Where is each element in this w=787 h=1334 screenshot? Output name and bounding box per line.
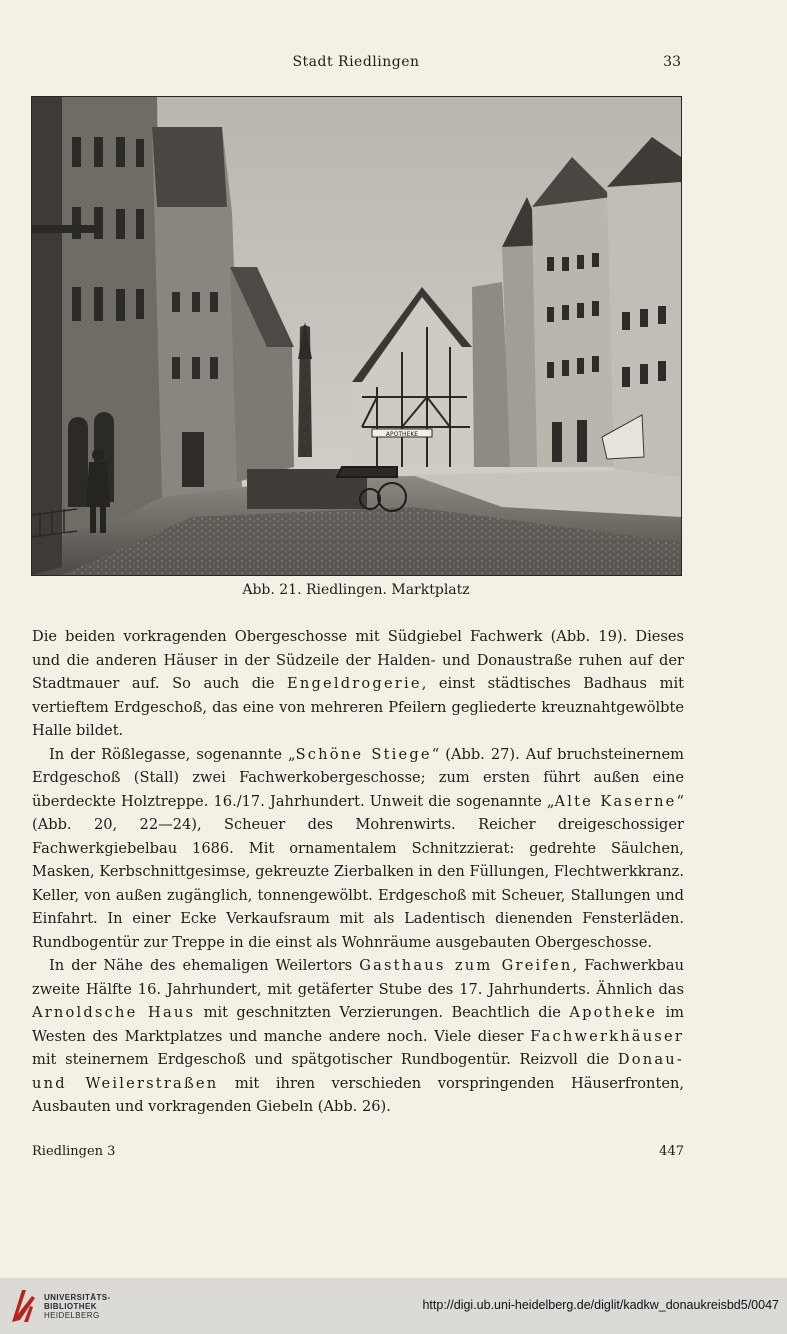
- spaced-term: Schöne Stiege: [295, 745, 432, 763]
- text-run: In der Rößlegasse, sogenannte „: [49, 745, 296, 763]
- figure-photo-market-square: [31, 96, 682, 576]
- text-run: mit steinernem Erdgeschoß und spätgotischer Rundbogentür. Reizvoll die: [32, 1051, 618, 1068]
- paragraph-1: [32, 625, 684, 743]
- text-run: , einst städtisches Badhaus mit vertieftem Erdgeschoß, das eine von mehreren Pfeilern gegliederte kreuznahtgewölbte Halle bildet.: [32, 675, 684, 739]
- permalink-url[interactable]: http://digi.ub.uni-heidelberg.de/diglit/kadkw_donaukreisbd5/0047: [422, 1298, 779, 1312]
- text-run: Die beiden vorkragenden Obergeschosse mit Südgiebel Fachwerk (Abb. 19). Dieses und die anderen Häuser in der Südzeile der Halden- und Donaustraße ruhen auf der Stadtmauer auf. So auch die: [32, 628, 684, 692]
- text-run: mit geschnitzten Verzierungen. Beachtlich die: [195, 1004, 570, 1021]
- spaced-term: Apotheke: [569, 1004, 658, 1021]
- running-head: [0, 54, 787, 74]
- library-name: [44, 1293, 111, 1320]
- text-run: mit ihren verschieden vorspringenden Häuserfronten, Ausbauten und vorkragenden Giebeln (Abb. 26).: [32, 1074, 684, 1115]
- spaced-term: Fachwerkhäuser: [530, 1027, 684, 1045]
- logo-line: UNIVERSITÄTS-: [44, 1293, 111, 1302]
- apotheke-sign: APOTHEKE: [385, 431, 419, 438]
- spaced-term: Alte Kaserne: [554, 792, 677, 810]
- text-run: “ (Abb. 20, 22—24), Scheuer des Mohrenwirts. Reicher dreigeschossiger Fachwerkgiebelbau 1686. Mit ornamentalem Schnitzzierat: gedrehte Säulchen, Masken, Kerbschnittgesimse, gekreuzte Zierbalken in den Füllungen, Flechtwerkkranz. Keller, von außen zugänglich, tonnengewölbt. Erdgeschoß mit Scheuer, Stallungen und Einfahrt. In einer Ecke Verkaufsraum mit als Ladentisch dienenden Fensterläden. Rundbogentür zur Treppe in die einst als Wohnräume ausgebauten Obergeschosse.: [32, 792, 684, 951]
- text-run: “ (Abb. 27). Auf bruchsteinernem Erdgeschoß (Stall) zwei Fachwerkobergeschosse; zum ersten führt außen eine überdeckte Holztreppe. 16./17. Jahrhundert. Unweit die sogenannte „: [32, 745, 684, 810]
- figure-caption: Abb. 21. Riedlingen. Marktplatz: [242, 582, 470, 598]
- running-head-page-number: 33: [663, 54, 681, 70]
- logo-line: BIBLIOTHEK: [44, 1302, 97, 1311]
- spaced-term: Engeldrogerie: [287, 675, 422, 692]
- running-head-title: Stadt Riedlingen: [292, 54, 420, 70]
- signature-mark: Riedlingen 3: [32, 1144, 116, 1159]
- spaced-term: Gasthaus zum Greifen: [359, 957, 573, 974]
- logo-line: HEIDELBERG: [44, 1311, 100, 1320]
- paragraph-2: [32, 743, 684, 955]
- footer-page-number: 447: [659, 1144, 684, 1159]
- body-text: [32, 625, 684, 1119]
- text-run: im Westen des Marktplatzes und manche andere noch. Viele dieser: [32, 1004, 684, 1045]
- text-run: , Fachwerkbau zweite Hälfte 16. Jahrhundert, mit getäferter Stube des 17. Jahrhunderts. Ähnlich das: [32, 957, 685, 998]
- spaced-term: Donau- und Weilerstraßen: [32, 1051, 684, 1092]
- university-library-logo-icon[interactable]: [8, 1286, 38, 1326]
- viewer-bar: [0, 1278, 787, 1334]
- spaced-term: Arnoldsche Haus: [32, 1004, 196, 1021]
- text-run: In der Nähe des ehemaligen Weilertors: [49, 957, 360, 974]
- paragraph-3: [32, 954, 684, 1119]
